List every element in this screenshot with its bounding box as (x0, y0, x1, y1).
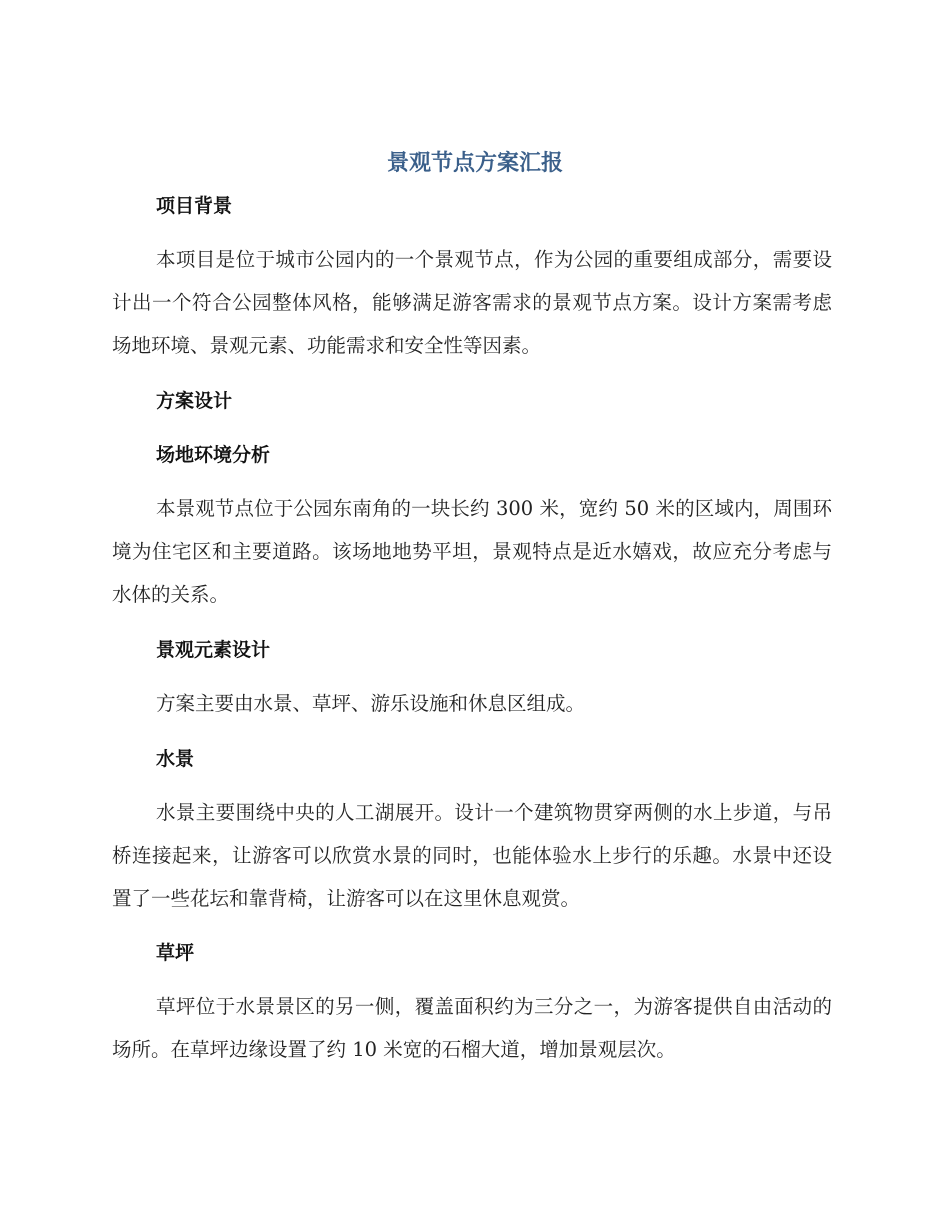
paragraph-water-feature: 水景主要围绕中央的人工湖展开。设计一个建筑物贯穿两侧的水上步道，与吊桥连接起来，让游客可以欣赏水景的同时，也能体验水上步行的乐趣。水景中还设置了一些花坛和靠背椅，让游客可以在这里休息观赏。 (112, 801, 832, 910)
section-heading-landscape-elements: 景观元素设计 (156, 639, 271, 661)
section-heading-water-feature: 水景 (156, 748, 195, 770)
section-heading-lawn: 草坪 (156, 942, 195, 964)
section-heading-site-analysis: 场地环境分析 (156, 444, 271, 466)
document-title: 景观节点方案汇报 (386, 151, 563, 176)
section-heading-project-background: 项目背景 (156, 195, 233, 217)
paragraph-site-analysis: 本景观节点位于公园东南角的一块长约 300 米，宽约 50 米的区域内，周围环境为住宅区和主要道路。该场地地势平坦，景观特点是近水嬉戏，故应充分考虑与水体的关系。 (112, 497, 832, 606)
paragraph-landscape-elements: 方案主要由水景、草坪、游乐设施和休息区组成。 (156, 692, 586, 715)
section-heading-scheme-design: 方案设计 (156, 390, 233, 412)
paragraph-lawn: 草坪位于水景景区的另一侧，覆盖面积约为三分之一，为游客提供自由活动的场所。在草坪边缘设置了约 10 米宽的石榴大道，增加景观层次。 (112, 995, 832, 1061)
paragraph-project-background: 本项目是位于城市公园内的一个景观节点，作为公园的重要组成部分，需要设计出一个符合公园整体风格，能够满足游客需求的景观节点方案。设计方案需考虑场地环境、景观元素、功能需求和安全性等因素。 (112, 248, 832, 357)
